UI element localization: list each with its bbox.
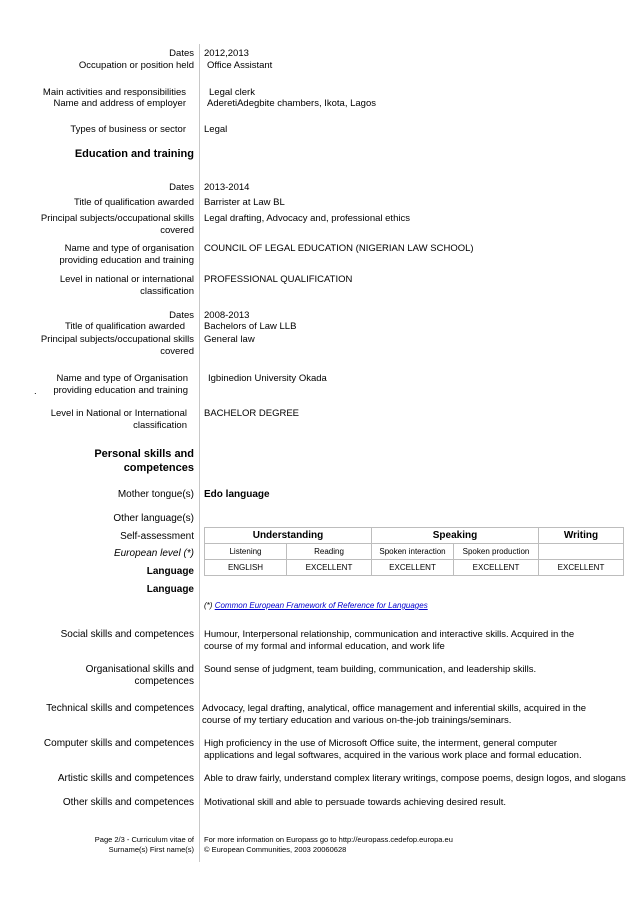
language-label-2: Language (146, 584, 194, 595)
edu1-org-value: COUNCIL OF LEGAL EDUCATION (NIGERIAN LAW SCHOOL) (204, 243, 474, 254)
edu1-dates-label: Dates (169, 182, 194, 193)
organisational-value: Sound sense of judgment, team building, communication, and leadership skills. (204, 664, 537, 675)
business-label: Types of business or sector (70, 124, 186, 135)
education-heading: Education and training (74, 148, 194, 160)
computer-value: High proficiency in the use of Microsoft Office suite, the interment, general computer applications and legal softwares, acquired in the various work place and formal education. (204, 738, 582, 761)
reading-header: Reading (287, 544, 372, 560)
edu1-level-value: PROFESSIONAL QUALIFICATION (204, 274, 353, 285)
edu1-subjects-label: Principal subjects/occupational skills covered (40, 213, 194, 236)
other-skills-value: Motivational skill and able to persuade towards achieving desired result. (204, 797, 507, 808)
other-languages-label: Other language(s) (113, 513, 194, 524)
other-skills-label: Other skills and competences (62, 797, 194, 808)
employer-value: AderetiAdegbite chambers, Ikota, Lagos (207, 98, 376, 109)
edu2-dates-value: 2008-2013 (204, 310, 250, 321)
cef-note (204, 600, 428, 612)
occupation-value: Office Assistant (207, 60, 273, 71)
job-dates-label: Dates (169, 48, 194, 59)
footer-name: Surname(s) First name(s) (108, 845, 194, 854)
european-level-label: European level (*) (113, 548, 194, 559)
row-production: EXCELLENT (454, 560, 539, 576)
job-dates-value: 2012,2013 (204, 48, 249, 59)
mother-tongue-label: Mother tongue(s) (117, 489, 194, 500)
row-reading: EXCELLENT (287, 560, 372, 576)
skills-heading: Personal skills and competences (94, 448, 194, 474)
activities-value: Legal clerk (209, 87, 255, 98)
row-language: ENGLISH (205, 560, 287, 576)
writing-header: Writing (539, 528, 624, 544)
edu2-org-label: Name and type of Organisation providing education and training (53, 373, 188, 396)
employer-label: Name and address of employer (53, 98, 186, 109)
footer-left (95, 835, 194, 855)
understanding-header: Understanding (205, 528, 372, 544)
listening-header: Listening (205, 544, 287, 560)
footer-copyright: © European Communities, 2003 20060628 (204, 845, 347, 854)
edu2-title-value: Bachelors of Law LLB (204, 321, 297, 332)
edu2-subjects-value: General law (204, 334, 255, 345)
mother-tongue-value: Edo language (204, 489, 270, 500)
spoken-interaction-header: Spoken interaction (372, 544, 454, 560)
business-value: Legal (204, 124, 228, 135)
writing-subheader (539, 544, 624, 560)
computer-label: Computer skills and competences (43, 738, 194, 749)
edu2-level-label: Level in National or International classification (50, 408, 187, 431)
organisational-label: Organisational skills and competences (85, 664, 194, 687)
social-value: Humour, Interpersonal relationship, communication and interactive skills. Acquired in the course of my formal and informal education, and work life (204, 629, 575, 652)
self-assessment-label: Self-assessment (120, 531, 194, 542)
language-table (204, 527, 624, 576)
edu2-level-value: BACHELOR DEGREE (204, 408, 300, 419)
footer-europass-info: For more information on Europass go to http://europass.cedefop.europa.eu (204, 835, 453, 844)
edu1-org-label: Name and type of organisation providing education and training (59, 243, 194, 266)
edu1-subjects-value: Legal drafting, Advocacy and, professional ethics (204, 213, 410, 224)
stray-mark: . (34, 386, 37, 397)
artistic-value: Able to draw fairly, understand complex literary writings, compose poems, design logos, and slogans (204, 773, 626, 784)
edu1-level-label: Level in national or international classification (59, 274, 194, 297)
technical-value: Advocacy, legal drafting, analytical, office management and inferential skills, acquired in the course of my tertiary education and various on-the-job trainings/seminars. (202, 703, 587, 726)
edu2-title-label: Title of qualification awarded (64, 321, 185, 332)
footer-right (204, 835, 453, 855)
footer-page-info: Page 2/3 - Curriculum vitae of (94, 835, 194, 844)
cef-link[interactable]: Common European Framework of Reference for Languages (214, 601, 428, 610)
edu1-title-value: Barrister at Law BL (204, 197, 285, 208)
occupation-label: Occupation or position held (78, 60, 194, 71)
artistic-label: Artistic skills and competences (57, 773, 194, 784)
technical-label: Technical skills and competences (46, 703, 194, 714)
language-label-1: Language (146, 566, 194, 577)
cef-prefix: (*) (204, 601, 213, 610)
social-label: Social skills and competences (60, 629, 194, 640)
edu1-dates-value: 2013-2014 (204, 182, 250, 193)
edu2-org-value: Igbinedion University Okada (208, 373, 327, 384)
edu1-title-label: Title of qualification awarded (73, 197, 194, 208)
edu2-subjects-label: Principal subjects/occupational skills covered (40, 334, 194, 357)
activities-label: Main activities and responsibilities (42, 87, 186, 98)
row-writing: EXCELLENT (539, 560, 624, 576)
row-interaction: EXCELLENT (372, 560, 454, 576)
spoken-production-header: Spoken production (454, 544, 539, 560)
edu2-dates-label: Dates (169, 310, 194, 321)
column-divider (199, 44, 200, 862)
speaking-header: Speaking (372, 528, 539, 544)
